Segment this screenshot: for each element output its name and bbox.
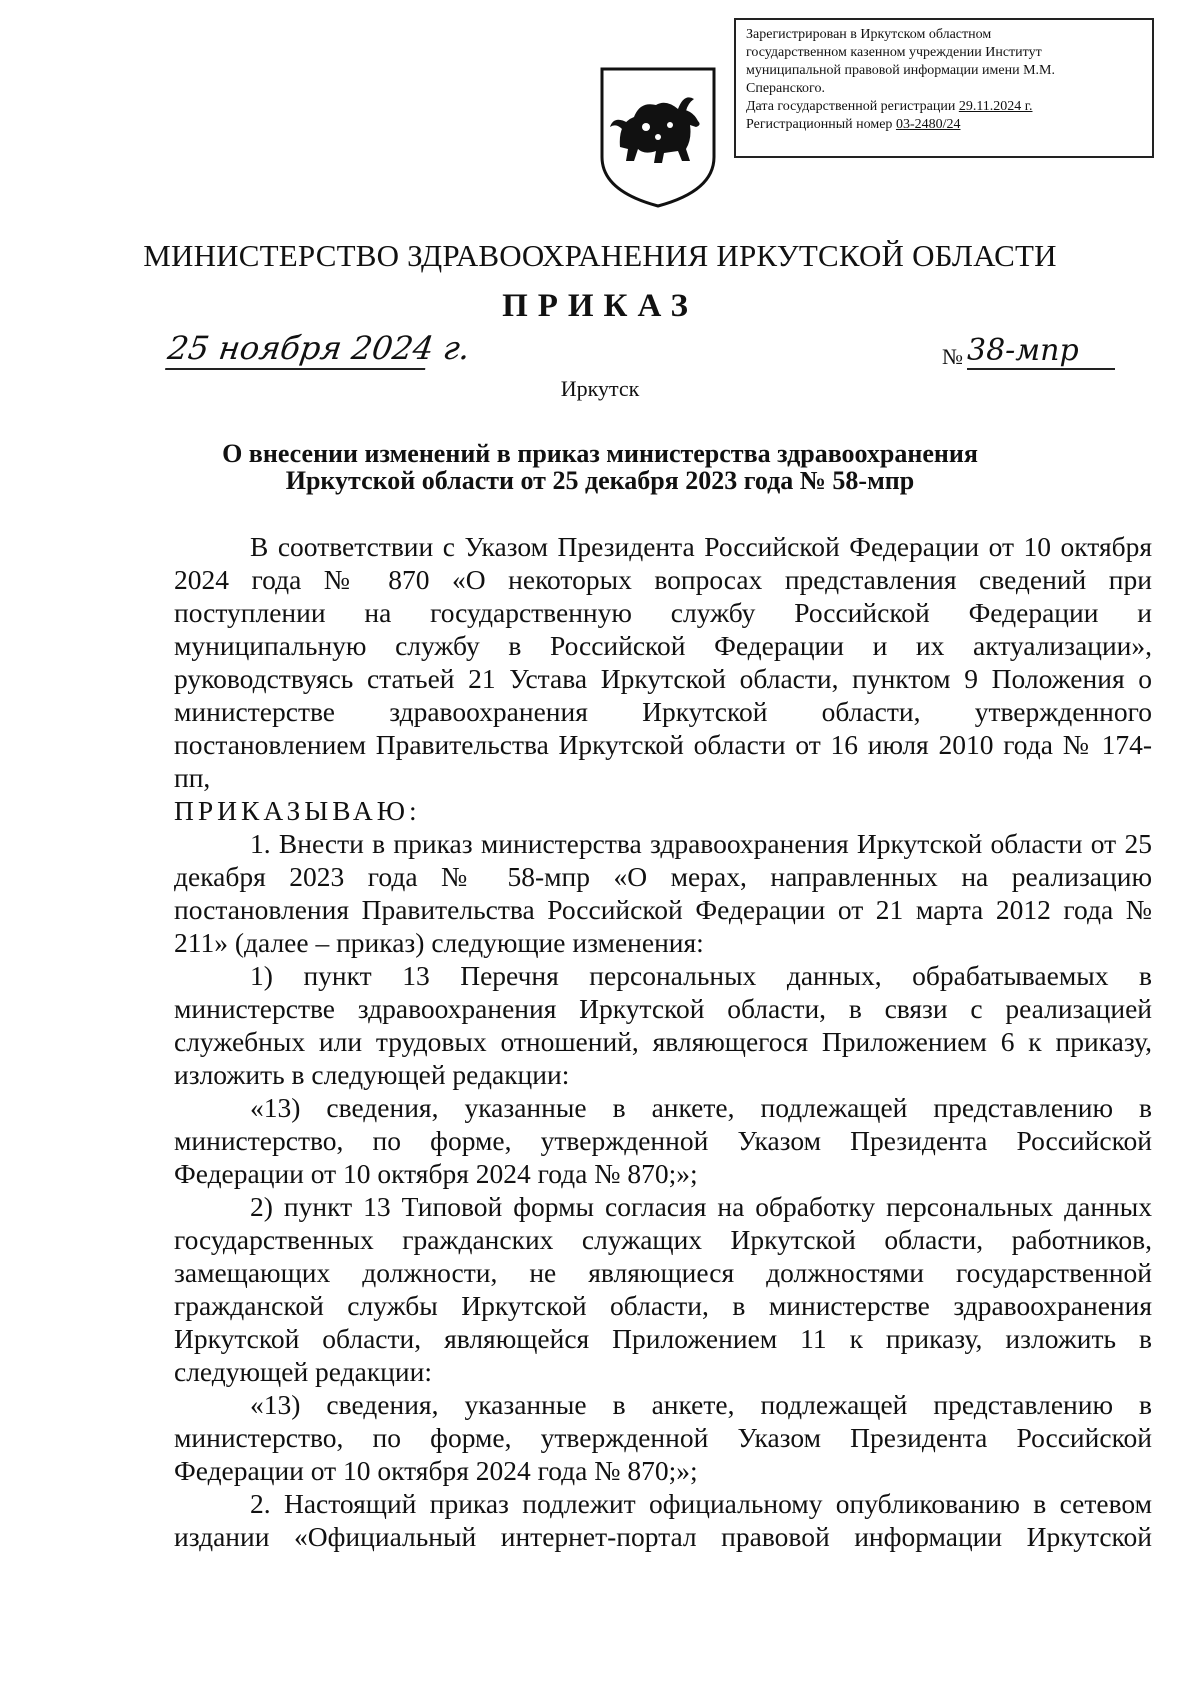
- registration-number-value: 03-2480/24: [895, 117, 961, 132]
- coat-of-arms-icon: [598, 65, 718, 210]
- document-title: [0, 440, 1200, 494]
- ministry-name: МИНИСТЕРСТВО ЗДРАВООХРАНЕНИЯ ИРКУТСКОЙ ОБЛАСТИ: [143, 238, 1057, 273]
- preamble-paragraph: В соответствии с Указом Президента Российской Федерации от 10 октября 2024 года № 870 «О некоторых вопросах представления сведений при поступлении на государственную службу Российской Федерации и муниципальную службу в Российской Федерации и их актуализации», руководствуясь статьей 21 Устава Иркутской области, пунктом 9 Положения о министерстве здравоохранения Иркутской области, утвержденного постановлением Правительства Иркутской области от 16 июля 2010 года № 174-пп,: [174, 531, 1152, 793]
- registration-date-label: Дата государственной регистрации: [746, 99, 956, 114]
- title-line-1: О внесении изменений в приказ министерства здравоохранения: [222, 439, 978, 468]
- registration-number-row: [746, 116, 1142, 134]
- title-line-2: Иркутской области от 25 декабря 2023 года № 58-мпр: [285, 466, 915, 495]
- registration-date-row: [746, 98, 1142, 116]
- registration-stamp: [734, 18, 1154, 158]
- item-2: 2. Настоящий приказ подлежит официальному опубликованию в сетевом издании «Официальный интернет-портал правовой информации Иркутской: [174, 1488, 1152, 1552]
- registration-line-1: Зарегистрирован в Иркутском областном: [746, 27, 992, 42]
- handwritten-date: 25 ноября 2024 г.: [165, 328, 431, 370]
- registration-line-4: Сперанского.: [746, 81, 825, 96]
- quote-1: «13) сведения, указанные в анкете, подлежащей представлению в министерство, по форме, утвержденной Указом Президента Российской Федерации от 10 октября 2024 года № 870;»;: [174, 1092, 1152, 1189]
- item-1-2: 2) пункт 13 Типовой формы согласия на обработку персональных данных государственных гражданских служащих Иркутской области, работников, замещающих должности, не являющиеся должностями государственной гражданской службы Иркутской области, в министерстве здравоохранения Иркутской области, являющейся Приложением 11 к приказу, изложить в следующей редакции:: [174, 1191, 1152, 1387]
- item-1: 1. Внести в приказ министерства здравоохранения Иркутской области от 25 декабря 2023 года № 58-мпр «О мерах, направленных на реализацию постановления Правительства Российской Федерации от 21 марта 2012 года № 211» (далее – приказ) следующие изменения:: [174, 828, 1152, 958]
- order-number: [942, 334, 1115, 374]
- city: Иркутск: [560, 376, 640, 401]
- handwritten-number: 38-мпр: [967, 334, 1115, 370]
- document-body: [174, 530, 1152, 1553]
- quote-2: «13) сведения, указанные в анкете, подлежащей представлению в министерство, по форме, утвержденной Указом Президента Российской Федерации от 10 октября 2024 года № 870;»;: [174, 1389, 1152, 1486]
- registration-line-2: государственном казенном учреждении Институт: [746, 45, 1042, 60]
- item-1-1: 1) пункт 13 Перечня персональных данных, обрабатываемых в министерстве здравоохранения Иркутской области, в связи с реализацией служебных или трудовых отношений, являющегося Приложением 6 к приказу, изложить в следующей редакции:: [174, 960, 1152, 1090]
- document-type: ПРИКАЗ: [502, 288, 698, 324]
- registration-line-3: муниципальной правовой информации имени М.М.: [746, 63, 1055, 78]
- registration-number-label: Регистрационный номер: [746, 117, 893, 132]
- number-sign: №: [942, 344, 963, 369]
- order-word: ПРИКАЗЫВАЮ:: [174, 795, 421, 826]
- registration-date-value: 29.11.2024 г.: [958, 99, 1033, 114]
